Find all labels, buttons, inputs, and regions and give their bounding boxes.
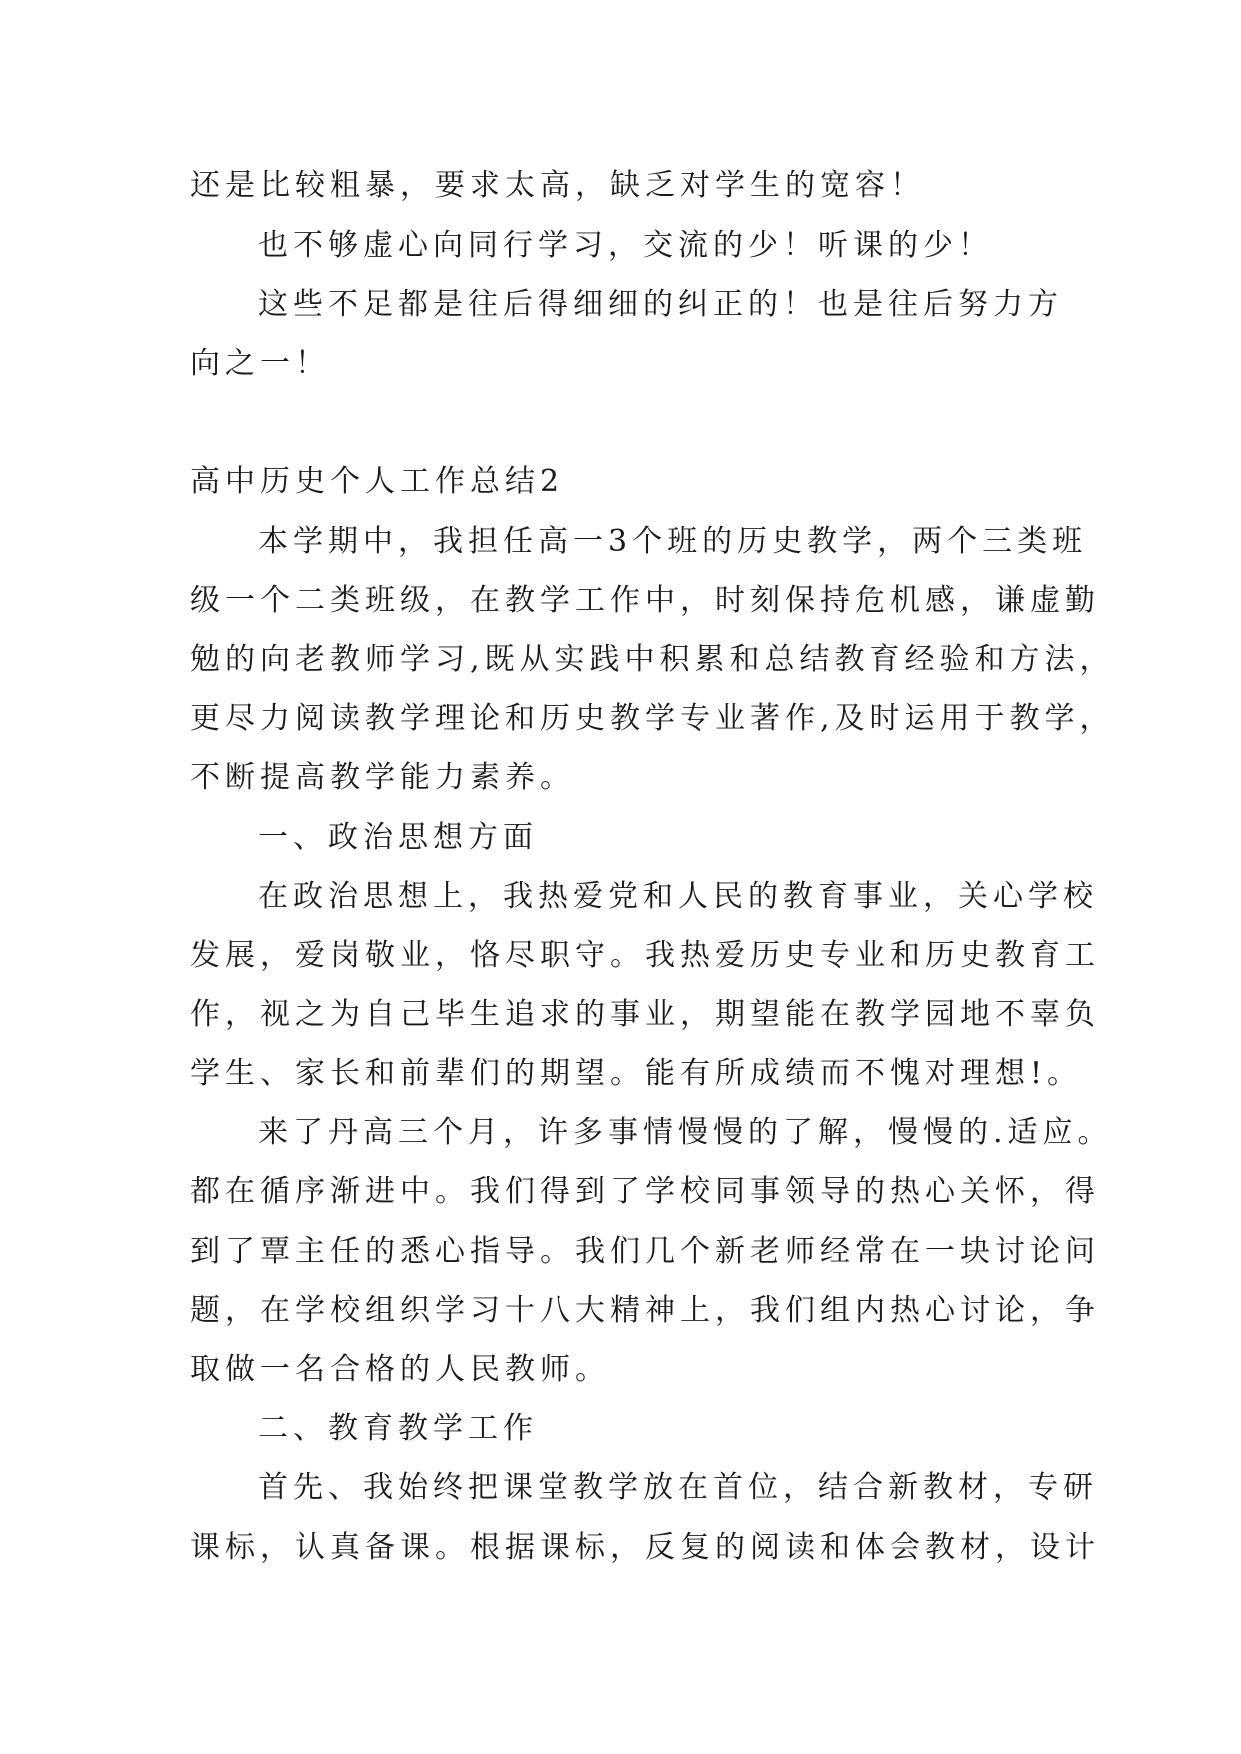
- text-line: 这些不足都是往后得细细的纠正的！也是往后努力方: [258, 287, 1063, 322]
- text-line: 更尽力阅读教学理论和历史教学专业著作,及时运用于教学，: [190, 701, 1115, 736]
- text-line: 作，视之为自己毕生追求的事业，期望能在教学园地不辜负: [190, 997, 1100, 1032]
- text-line: 学生、家长和前辈们的期望。能有所成绩而不愧对理想!。: [190, 1056, 1083, 1091]
- text-line: 级一个二类班级，在教学工作中，时刻保持危机感，谦虚勤: [190, 583, 1100, 618]
- text-line: 首先、我始终把课堂教学放在首位，结合新教材，专研: [258, 1470, 1098, 1505]
- text-line: 题，在学校组织学习十八大精神上，我们组内热心讨论，争: [190, 1293, 1100, 1328]
- text-line: 在政治思想上，我热爱党和人民的教育事业，关心学校: [258, 879, 1098, 914]
- section-title: 高中历史个人工作总结2: [190, 464, 565, 499]
- text-line: 本学期中，我担任高一3个班的历史教学，两个三类班: [258, 524, 1088, 559]
- text-line: 发展，爱岗敬业，恪尽职守。我热爱历史专业和历史教育工: [190, 938, 1100, 973]
- text-line: 取做一名合格的人民教师。: [190, 1352, 610, 1387]
- text-line: 勉的向老教师学习,既从实践中积累和总结教育经验和方法，: [190, 642, 1115, 677]
- text-line: 不断提高教学能力素养。: [190, 760, 575, 795]
- text-line: 课标，认真备课。根据课标，反复的阅读和体会教材，设计: [190, 1530, 1100, 1565]
- text-line: 到了覃主任的悉心指导。我们几个新老师经常在一块讨论问: [190, 1234, 1100, 1269]
- text-line: 也不够虚心向同行学习，交流的少！听课的少！: [258, 228, 993, 263]
- subheading: 一、政治思想方面: [258, 820, 538, 855]
- text-line: 向之一！: [190, 346, 330, 381]
- text-line: 都在循序渐进中。我们得到了学校同事领导的热心关怀，得: [190, 1174, 1100, 1209]
- text-line: 来了丹高三个月，许多事情慢慢的了解，慢慢的.适应。: [258, 1115, 1113, 1150]
- text-line: 还是比较粗暴，要求太高，缺乏对学生的宽容！: [190, 168, 925, 203]
- subheading: 二、教育教学工作: [258, 1411, 538, 1446]
